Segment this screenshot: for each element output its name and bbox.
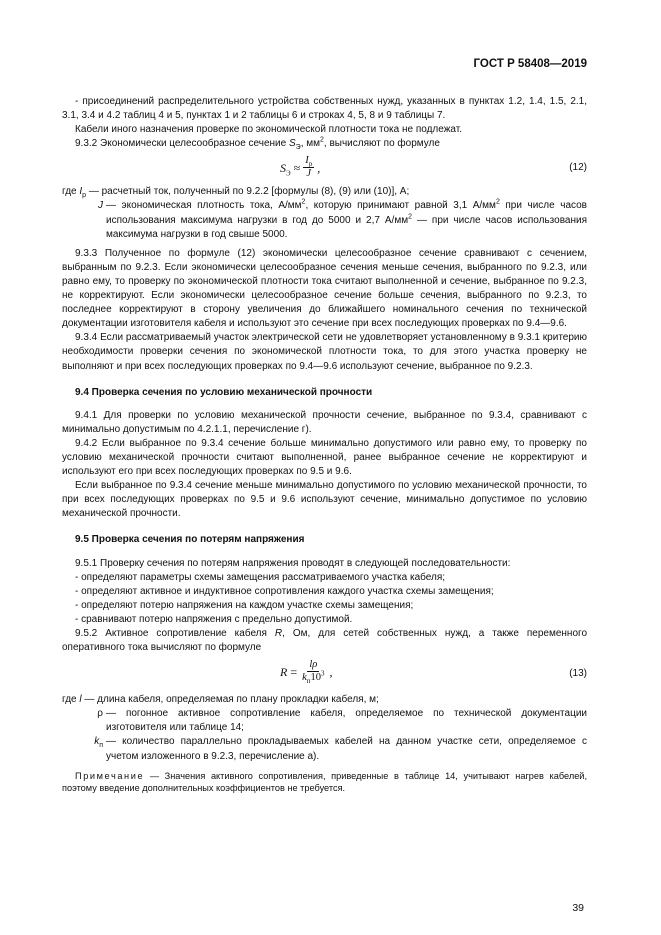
paragraph-9-5-1: 9.5.1 Проверку сечения по потерям напряжения проводят в следующей последовательности:	[75, 557, 511, 569]
formula-number: (12)	[569, 162, 587, 174]
section-heading-9-4: 9.4 Проверка сечения по условию механической прочности	[75, 386, 373, 398]
paragraph-other-cables: Кабели иного назначения проверке по экономической плотности тока не подлежат.	[75, 124, 462, 136]
formula-12: $S_Э$ ≈ $\frac{I_р}{J}$ , (12)	[280, 155, 587, 180]
definition-ip: где $I_р$ — расчетный ток, полученный по 9.2.2 [формулы (8), (9) или (10)], А;	[62, 186, 410, 200]
paragraph-continuation: - присоединений распределительного устройства собственных нужд, указанных в пунктах 1.2, 1.4, 1.5, 2.1, 3.1, 3.4 и 4.2 таблиц 4 и 5, пунктах 1 и 2 таблицы 6 и строках 4, 5, 8 и 9 таблицы 7.	[62, 96, 587, 122]
paragraph-9-4-2: 9.4.2 Если выбранное по 9.3.4 сечение больше минимально допустимого или равно ему, то проверку по условию механической прочности считают выполненной, ранее выбранное сечение не корректируют и используют его при всех последующих проверках по 9.5 и 9.6.	[62, 437, 587, 478]
list-item: - определяют потерю напряжения на каждом участке схемы замещения;	[75, 599, 414, 611]
paragraph-9-3-2: 9.3.2 Экономически целесообразное сечение $S_Э$, $мм^2$, вычисляют по формуле	[75, 136, 440, 152]
paragraph-9-4-2-cont: Если выбранное по 9.3.4 сечение меньше минимально допустимого по условию механической прочности, то при всех последующих проверках по 9.5 и 9.6 используют сечение, минимально допустимое по условию механической прочности.	[62, 480, 587, 520]
definition-j: J — экономическая плотность тока, $А/мм^2$, которую принимают равной 3,1 $А/мм^2$ при числе часов использования максимума нагрузки в год до 5000 и 2,7 $А/мм^2$ — при числе часов использования максимума нагрузки в год свыше 5000.	[98, 199, 587, 240]
list-item: - сравнивают потерю напряжения с предельно допустимой.	[75, 613, 353, 625]
paragraph-9-3-3: 9.3.3 Полученное по формуле (12) экономически целесообразное сечение сравнивают с сечением, выбранным по 9.2.3. Если экономически целесообразное сечения меньше сечения, выбранного по 9.2.3, или равно ему, то проверку по экономической плотности тока считают выполненной и сечение, выбранное по 9.2.3, не корректируют. Если экономически целесообразное сечение больше сечения, выбранного по 9.2.3, то последнее корректируют в сторону увеличения до ближайшего номинального сечения по технической документации изготовителя кабеля и используют это сечение при всех последующих проверках по 9.4—9.6.	[62, 247, 587, 330]
formula-13: R = $\frac{l\rho}{k_п10^3}$ , (13)	[280, 659, 587, 686]
page-number: 39	[572, 902, 584, 914]
paragraph-9-5-2: 9.5.2 Активное сопротивление кабеля R, Ом, для сетей собственных нужд, а также переменного оперативного тока вычисляют по формуле	[62, 628, 588, 654]
paragraph-9-4-1: 9.4.1 Для проверки по условию механической прочности сечение, выбранное по 9.3.4, сравнивают с минимально допустимым по 4.2.1.1, перечисление г).	[62, 409, 587, 435]
paragraph-9-3-4: 9.3.4 Если рассматриваемый участок электрической сети не удовлетворяет установленному в 9.3.1 критерию необходимости проверки сечения по экономической плотности тока, то для этого участка проверку не выполняют и при всех последующих проверках по 9.4—9.6 используют сечение, выбранное по 9.2.3.	[62, 332, 587, 372]
formula-number: (13)	[569, 668, 587, 680]
section-heading-9-5: 9.5 Проверка сечения по потерям напряжения	[75, 534, 305, 546]
definition-rho: ρ — погонное активное сопротивление кабеля, определяемое по технической документации изготовителя или таблице 14;	[97, 708, 587, 734]
definition-kp: $k_п$ — количество параллельно прокладываемых кабелей на данном участке сети, определяемое с учетом изложенного в 9.2.3, перечисление а).	[94, 736, 587, 762]
note: Примечание — Значения активного сопротивления, приведенные в таблице 14, учитывают нагрев кабелей, поэтому введение дополнительных коэффициентов не требуется.	[62, 770, 587, 794]
document-header: ГОСТ Р 58408—2019	[473, 58, 587, 70]
list-item: - определяют активное и индуктивное сопротивления каждого участка схемы замещения;	[75, 585, 494, 597]
page-body	[62, 95, 587, 795]
list-item: - определяют параметры схемы замещения рассматриваемого участка кабеля;	[75, 571, 446, 583]
definition-l: где l — длина кабеля, определяемая по плану прокладки кабеля, м;	[62, 694, 379, 706]
